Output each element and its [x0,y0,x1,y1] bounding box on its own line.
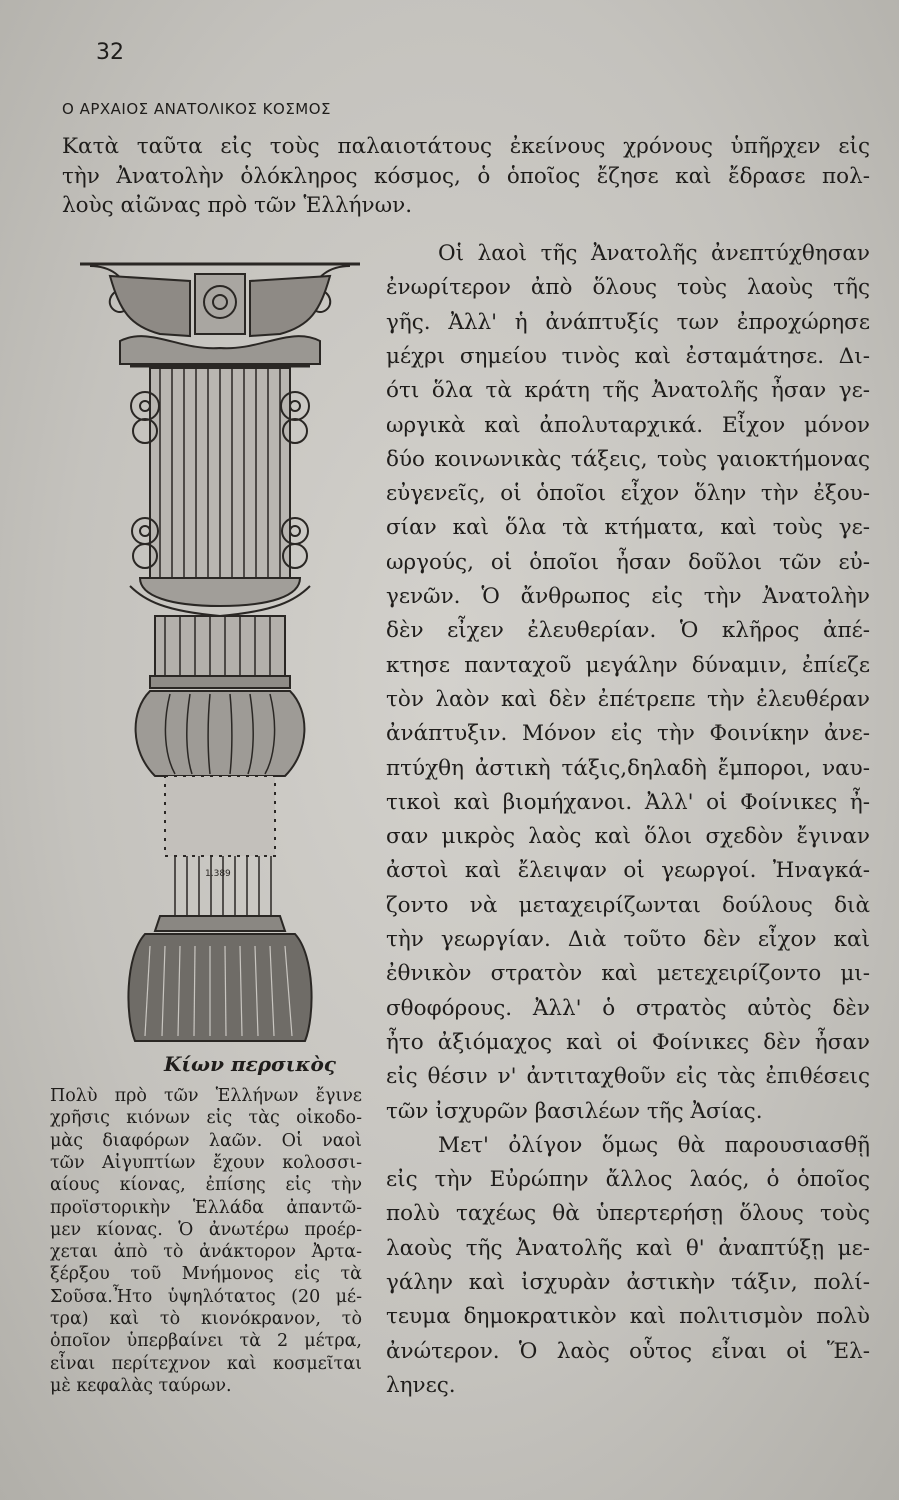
column-line: ἦτο ἀξιόμαχος καὶ οἱ Φοίνικες δὲν ἦσαν [386,1029,870,1055]
caption-line: ξέρξου τοῦ Μνήμονος εἰς τὰ [50,1264,362,1285]
column-line: εἰς τὴν Εὐρώπην ἄλλος λαός, ὁ ὁποῖος [386,1167,870,1193]
caption-line: τῶν Αἰγυπτίων ἔχουν κολοσσι- [50,1152,362,1173]
column-line: ληνες. [386,1372,456,1398]
intro-line: τὴν Ἀνατολὴν ὁλόκληρος κόσμος, ὁ ὁποῖος ἔζησε καὶ ἔδρασε πολ- [62,163,870,189]
column-line: μέχρι σημείου τινὸς καὶ ἐσταμάτησε. Δι- [386,343,870,369]
column-line: τῶν ἰσχυρῶν βασιλέων τῆς Ἀσίας. [386,1098,763,1124]
column-line: εἰς θέσιν ν' ἀντιταχθοῦν εἰς τὰς ἐπιθέσεις [386,1064,870,1090]
caption-line: αίους κίονας, ἐπίσης εἰς τὴν [50,1175,362,1196]
column-line: ζοντο νὰ μεταχειρίζωνται δούλους διὰ [386,892,870,918]
caption-line: Σοῦσα.Ἦτο ὑψηλότατος (20 μέ- [50,1286,362,1307]
column-line: τὸν λαὸν καὶ δὲν ἐπέτρεπε τὴν ἐλευθέραν [386,686,870,712]
running-head: Ο ΑΡΧΑΙΟΣ ΑΝΑΤΟΛΙΚΟΣ ΚΟΣΜΟΣ [62,100,332,118]
intro-line: λοὺς αἰῶνας πρὸ τῶν Ἑλλήνων. [62,193,413,218]
caption-line: χεται ἀπὸ τὸ ἀνάκτορον Ἀρτα- [50,1242,362,1263]
column-line: ἀνάπτυξιν. Μόνον εἰς τὴν Φοινίκην ἀνε- [386,721,870,747]
caption-line: χρῆσις κιόνων εἰς τὰς οἰκοδο- [50,1108,362,1129]
caption-line: εἶναι περίτεχνον καὶ κοσμεῖται [50,1353,362,1374]
column-line: ἀνώτερον. Ὁ λαὸς οὗτος εἶναι οἱ Ἕλ- [386,1338,870,1364]
column-line: ἐνωρίτερον ἀπὸ ὅλους τοὺς λαοὺς τῆς [386,275,870,301]
column-line: τικοὶ καὶ βιομήχανοι. Ἀλλ' οἱ Φοίνικες ἦ- [386,789,870,815]
column-line: γάλην καὶ ἰσχυρὰν ἀστικὴν τάξιν, πολί- [386,1270,870,1295]
caption-line: μὰς διαφόρων λαῶν. Οἱ ναοὶ [50,1130,362,1151]
column-line: Οἱ λαοὶ τῆς Ἀνατολῆς ἀνεπτύχθησαν [438,241,870,266]
column-line: λαοὺς τῆς Ἀνατολῆς καὶ θ' ἀναπτύξῃ με- [386,1235,870,1261]
column-line: ἐθνικὸν στρατὸν καὶ μετεχειρίζοντο μι- [386,961,870,987]
page-number: 32 [96,40,124,65]
persian-column-illustration [70,256,370,1046]
intro-line: Κατὰ ταῦτα εἰς τοὺς παλαιοτάτους ἐκείνους χρόνους ὑπῆρχεν εἰς [62,134,870,159]
column-line: γῆς. Ἀλλ' ἡ ἀνάπτυξίς των ἐπροχώρησε [386,309,870,335]
column-line: Μετ' ὀλίγον ὅμως θὰ παρουσιασθῇ [438,1132,870,1158]
column-line: πολὺ ταχέως θὰ ὑπερτερήσῃ ὅλους τοὺς [386,1201,870,1227]
column-line: ότι ὅλα τὰ κράτη τῆς Ἀνατολῆς ἦσαν γε- [386,378,870,404]
column-line: δύο κοινωνικὰς τάξεις, τοὺς γαιοκτήμονας [386,446,870,472]
caption-line: μὲ κεφαλὰς ταύρων. [50,1375,232,1396]
column-line: σαν μικρὸς λαὸς καὶ ὅλοι σχεδὸν ἔγιναν [386,824,870,850]
caption-line: Πολὺ πρὸ τῶν Ἑλλήνων ἔγινε [50,1086,362,1106]
caption-line: μεν κίονας. Ὁ ἀνωτέρω προέρ- [50,1219,362,1240]
column-line: σθοφόρους. Ἀλλ' ὁ στρατὸς αὐτὸς δὲν [386,995,870,1021]
figure-caption-title: Κίων περσικὸς [164,1052,336,1076]
caption-line: τρα) καὶ τὸ κιονόκρανον, τὸ [50,1309,362,1329]
column-line: σίαν καὶ ὅλα τὰ κτήματα, καὶ τοὺς γε- [386,515,870,541]
column-line: τὴν γεωργίαν. Διὰ τοῦτο δὲν εἶχον καὶ [386,927,870,952]
column-line: κτησε πανταχοῦ μεγάλην δύναμιν, ἐπίεζε [386,652,870,678]
caption-line: προϊστορικὴν Ἑλλάδα ἀπαντῶ- [50,1197,362,1218]
caption-line: ὁποῖον ὑπερβαίνει τὰ 2 μέτρα, [50,1331,362,1352]
column-line: ωργούς, οἱ ὁποῖοι ἦσαν δοῦλοι τῶν εὐ- [386,549,870,575]
column-line: εὐγενεῖς, οἱ ὁποῖοι εἶχον ὅλην τὴν ἐξου- [386,481,870,507]
column-line: γενῶν. Ὁ ἄνθρωπος εἰς τὴν Ἀνατολὴν [386,584,870,609]
column-line: ωργικὰ καὶ ἀπολυταρχικά. Εἶχον μόνον [386,412,870,438]
column-line: τευμα δημοκρατικὸν καὶ πολιτισμὸν πολὺ [386,1304,870,1330]
plate-mark: 1.389 [205,869,231,879]
column-line: πτύχθη ἀστικὴ τάξις,δηλαδὴ ἔμποροι, ναυ- [386,755,870,781]
column-line: ἀστοὶ καὶ ἔλειψαν οἱ γεωργοί. Ἠναγκά- [386,858,870,884]
column-line: δὲν εἶχεν ἐλευθερίαν. Ὁ κλῆρος ἀπέ- [386,618,870,644]
